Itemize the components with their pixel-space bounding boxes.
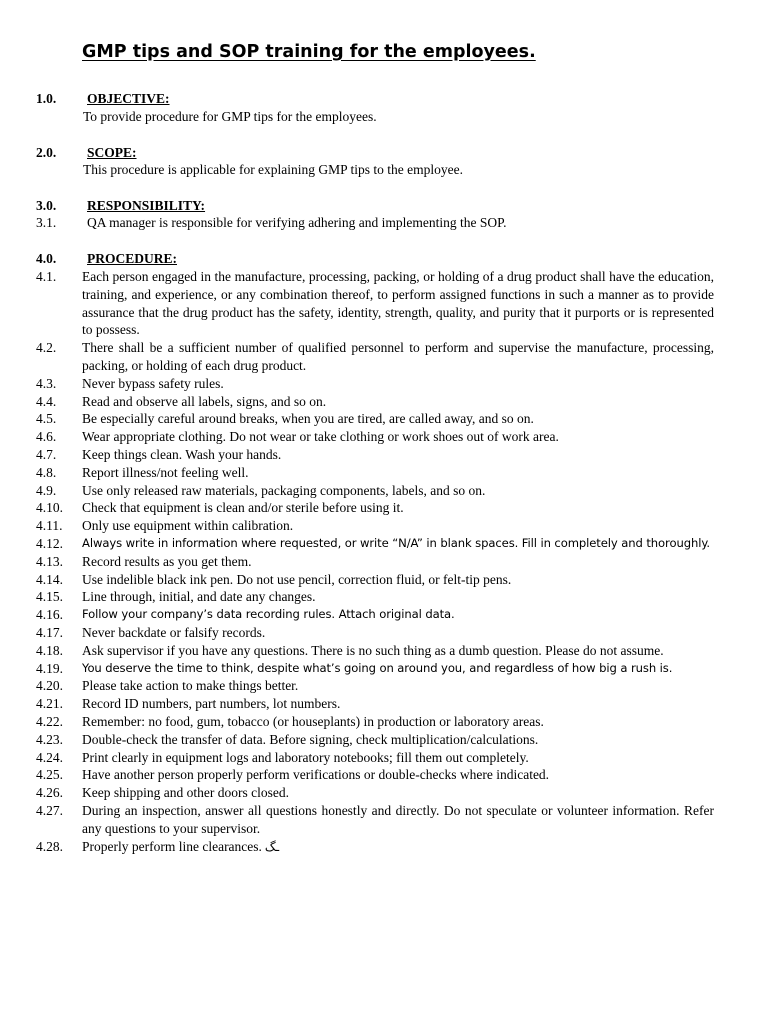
procedure-item xyxy=(36,571,714,589)
item-number: 4.8. xyxy=(36,464,57,480)
responsibility-item xyxy=(36,215,507,231)
item-number: 4.24. xyxy=(36,749,63,765)
item-number: 4.6. xyxy=(36,429,57,445)
procedure-item xyxy=(36,677,714,695)
procedure-item xyxy=(36,784,714,802)
item-number: 4.18. xyxy=(36,642,63,658)
procedure-item xyxy=(36,624,714,642)
item-number: 4.25. xyxy=(36,767,63,783)
section-heading-objective xyxy=(36,91,170,107)
item-text xyxy=(82,749,714,767)
procedure-item xyxy=(36,410,714,428)
item-number: 4.1. xyxy=(36,269,57,284)
document-title: GMP tips and SOP training for the employees. xyxy=(82,42,536,62)
procedure-item xyxy=(36,428,714,446)
item-number: 4.23. xyxy=(36,731,63,747)
item-number: 4.16. xyxy=(36,607,63,623)
item-text-content: Remember: no food, gum, tobacco (or houseplants) in production or laboratory areas. xyxy=(82,713,544,729)
item-number: 4.9. xyxy=(36,482,57,498)
item-text-content: Never backdate or falsify records. xyxy=(82,624,266,640)
procedure-item xyxy=(36,642,714,660)
procedure-item xyxy=(36,499,714,517)
scope-text: This procedure is applicable for explaining GMP tips to the employee. xyxy=(83,162,464,177)
section-heading-scope xyxy=(36,145,137,161)
item-text xyxy=(82,677,714,695)
item-number: 4.20. xyxy=(36,678,63,694)
item-text-content: Print clearly in equipment logs and laboratory notebooks; fill them out completely. xyxy=(82,749,529,765)
item-text-content: Use indelible black ink pen. Do not use pencil, correction fluid, or felt-tip pens. xyxy=(82,571,512,587)
item-number: 3.1. xyxy=(36,215,57,230)
procedure-item xyxy=(36,375,714,393)
item-text-content: Use only released raw materials, packaging components, labels, and so on. xyxy=(82,482,486,498)
item-text xyxy=(82,446,714,464)
item-text xyxy=(82,393,714,411)
item-text-content: Record results as you get them. xyxy=(82,553,252,569)
item-text xyxy=(82,553,714,571)
procedure-item xyxy=(36,464,714,482)
item-text: QA manager is responsible for verifying adhering and implementing the SOP. xyxy=(87,215,507,230)
item-text xyxy=(82,535,714,553)
item-text-content: Line through, initial, and date any changes. xyxy=(82,589,316,605)
item-text xyxy=(82,642,714,660)
procedure-item xyxy=(36,339,714,375)
procedure-item xyxy=(36,749,714,767)
item-text xyxy=(82,410,714,428)
item-number: 4.3. xyxy=(36,375,57,391)
item-text-content: Follow your company’s data recording rules. Attach original data. xyxy=(82,607,455,622)
item-text xyxy=(82,695,714,713)
section-heading-responsibility xyxy=(36,198,205,214)
item-text-content: Have another person properly perform verifications or double-checks where indicated. xyxy=(82,767,550,783)
section-title: OBJECTIVE: xyxy=(87,91,170,106)
item-number: 4.5. xyxy=(36,411,57,427)
item-text-content: Double-check the transfer of data. Before signing, check multiplication/calculations. xyxy=(82,731,539,747)
item-text-content: Never bypass safety rules. xyxy=(82,375,224,391)
item-text xyxy=(82,499,714,517)
procedure-item xyxy=(36,588,714,606)
item-text xyxy=(82,517,714,535)
item-number: 4.4. xyxy=(36,393,57,409)
item-text-content: Ask supervisor if you have any questions. There is no such thing as a dumb question. Please do not assume. xyxy=(82,642,664,658)
item-number: 4.7. xyxy=(36,446,57,462)
item-text-content: Always write in information where requested, or write “N/A” in blank spaces. Fill in completely and thoroughly. xyxy=(82,535,711,550)
stray-mark: ـگ xyxy=(264,839,280,854)
item-number: 4.21. xyxy=(36,696,63,712)
procedure-item xyxy=(36,695,714,713)
item-text-content: Keep shipping and other doors closed. xyxy=(82,785,289,801)
item-text-content: You deserve the time to think, despite what’s going on around you, and regardless of how big a rush is. xyxy=(82,660,673,675)
item-text-content: Be especially careful around breaks, when you are tired, are called away, and so on. xyxy=(82,411,534,427)
section-number: 3.0. xyxy=(36,198,57,213)
item-number: 4.27. xyxy=(36,802,63,818)
item-text-content: There shall be a sufficient number of qualified personnel to perform and supervise the manufacture, processing, packing, or holding of each drug product. xyxy=(82,340,714,373)
item-text xyxy=(82,606,714,624)
item-text-content: Only use equipment within calibration. xyxy=(82,518,294,534)
item-number: 4.14. xyxy=(36,571,63,587)
procedure-item xyxy=(36,606,714,624)
item-number: 4.26. xyxy=(36,785,63,801)
procedure-item xyxy=(36,535,714,553)
procedure-item xyxy=(36,838,714,857)
section-title: SCOPE: xyxy=(87,145,137,160)
item-text-content: Read and observe all labels, signs, and so on. xyxy=(82,393,327,409)
item-number: 4.2. xyxy=(36,340,57,356)
item-text-content: Each person engaged in the manufacture, processing, packing, or holding of a drug product shall have the education, training, and experience, or any combination thereof, to perform assigned functions in such a manner as to provide assurance that the drug product has the safety, identity, strength, quality, and purity that it purports or is represented to possess. xyxy=(82,269,714,338)
item-number: 4.28. xyxy=(36,838,63,854)
procedure-item xyxy=(36,766,714,784)
item-text-content: During an inspection, answer all questions honestly and directly. Do not speculate or volunteer information. Refer any questions to your supervisor. xyxy=(82,802,714,836)
item-number: 4.11. xyxy=(36,518,63,534)
objective-text: To provide procedure for GMP tips for the employees. xyxy=(83,109,377,124)
procedure-item xyxy=(36,446,714,464)
item-text-content: Keep things clean. Wash your hands. xyxy=(82,446,282,462)
section-title: PROCEDURE: xyxy=(87,251,177,266)
section-number: 2.0. xyxy=(36,145,57,160)
procedure-item xyxy=(36,393,714,411)
item-number: 4.19. xyxy=(36,660,63,676)
procedure-item xyxy=(36,802,714,838)
procedure-item xyxy=(36,553,714,571)
item-text xyxy=(82,375,714,393)
item-text xyxy=(82,731,714,749)
section-number: 1.0. xyxy=(36,91,57,106)
item-number: 4.13. xyxy=(36,553,63,569)
item-text xyxy=(82,838,714,857)
item-text xyxy=(82,766,714,784)
item-text-content: Properly perform line clearances. xyxy=(82,838,262,854)
procedure-item xyxy=(36,482,714,500)
item-number: 4.22. xyxy=(36,713,63,729)
item-text xyxy=(82,784,714,802)
procedure-item xyxy=(36,660,714,678)
section-number: 4.0. xyxy=(36,251,57,266)
item-text-content: Wear appropriate clothing. Do not wear or take clothing or work shoes out of work area. xyxy=(82,429,559,445)
item-text xyxy=(82,428,714,446)
item-text xyxy=(82,660,714,678)
item-text xyxy=(82,571,714,589)
item-text-content: Report illness/not feeling well. xyxy=(82,464,249,480)
item-text xyxy=(82,339,714,375)
procedure-list xyxy=(36,268,714,856)
procedure-item xyxy=(36,731,714,749)
section-title: RESPONSIBILITY: xyxy=(87,198,206,213)
procedure-item xyxy=(36,517,714,535)
item-text-content: Record ID numbers, part numbers, lot numbers. xyxy=(82,696,341,712)
item-number: 4.12. xyxy=(36,535,63,551)
item-text xyxy=(82,802,714,838)
item-number: 4.15. xyxy=(36,589,63,605)
item-text xyxy=(82,268,714,339)
procedure-item xyxy=(36,268,714,339)
item-text xyxy=(82,482,714,500)
item-text xyxy=(82,464,714,482)
item-text-content: Check that equipment is clean and/or sterile before using it. xyxy=(82,500,404,516)
procedure-item xyxy=(36,713,714,731)
item-text xyxy=(82,624,714,642)
item-text xyxy=(82,713,714,731)
item-text-content: Please take action to make things better. xyxy=(82,678,299,694)
item-text xyxy=(82,588,714,606)
item-number: 4.10. xyxy=(36,500,63,516)
section-heading-procedure xyxy=(36,251,177,267)
item-number: 4.17. xyxy=(36,624,63,640)
